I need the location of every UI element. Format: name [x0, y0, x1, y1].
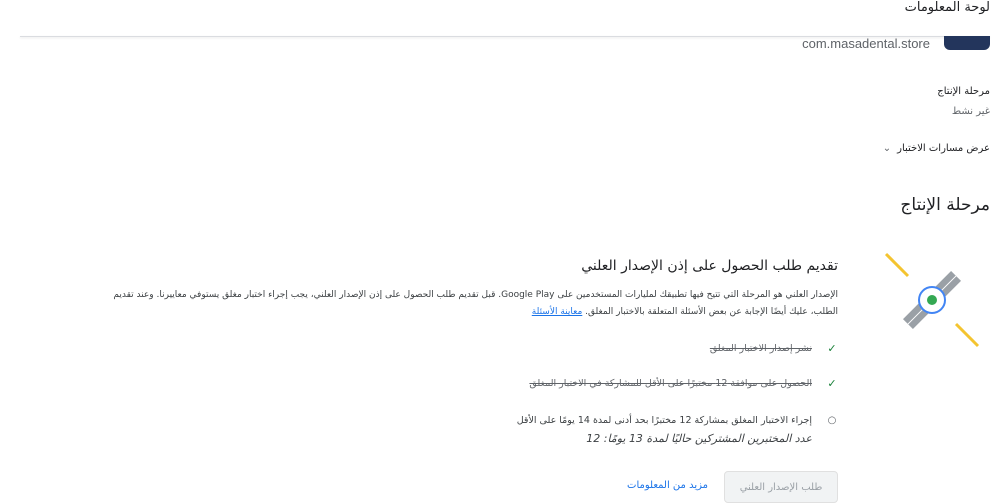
circle-outline-icon: ○ — [827, 415, 837, 426]
learn-more-link[interactable]: مزيد من المعلومات — [627, 480, 708, 491]
check-icon: ✓ — [827, 342, 837, 355]
step-label: نشر إصدار الاختبار المغلق — [709, 343, 812, 354]
track-status: غير نشط — [951, 106, 990, 117]
step-publish-closed-test — [710, 343, 838, 355]
step-label: إجراء الاختبار المغلق بمشاركة 12 مختبرًا بحد أدنى لمدة 14 يومًا على الأقل — [516, 415, 812, 426]
check-icon: ✓ — [827, 377, 837, 390]
card-title: تقديم طلب الحصول على إذن الإصدار العلني — [581, 258, 838, 274]
app-icon[interactable] — [944, 36, 990, 50]
illustration-beam-top — [886, 254, 908, 276]
step-get-testers — [529, 378, 838, 390]
card-description — [98, 287, 838, 321]
preview-questions-link[interactable]: معاينة الأسئلة — [531, 307, 583, 317]
step-run-closed-test — [517, 415, 838, 427]
view-tracks-label: عرض مسارات الاختبار — [897, 143, 990, 154]
page-title: لوحة المعلومات — [904, 0, 990, 15]
illustration-dot — [927, 295, 937, 305]
track-title: مرحلة الإنتاج — [937, 86, 990, 97]
illustration-beam-bottom — [956, 324, 978, 346]
description-text: الإصدار العلني هو المرحلة التي تتيح فيها تطبيقك لمليارات المستخدمين على Google Play. قبل تقديم طلب الحصول على إذن الإصدار العلني، يجب إجراء اختبار مغلق يستوفي معاييرنا. وعند تقديم الطلب، عليك أيضًا الإجابة عن بعض الأسئلة المتعلقة بالاختبار المغلق. — [113, 290, 838, 317]
satellite-illustration — [882, 250, 982, 350]
view-testing-tracks-toggle[interactable] — [883, 143, 990, 154]
step-label: الحصول على موافقة 12 مختبرًا على الأقل للمشاركة في الاختبار المغلق — [529, 378, 812, 389]
package-name: com.masadental.store — [802, 36, 930, 51]
testers-note: عدد المختبرين المشتركين حاليًا لمدة 13 يومًا: 12 — [586, 432, 812, 445]
chevron-down-icon: ⌄ — [882, 143, 892, 154]
apply-production-button[interactable]: طلب الإصدار العلني — [724, 471, 838, 503]
section-title: مرحلة الإنتاج — [900, 195, 990, 215]
